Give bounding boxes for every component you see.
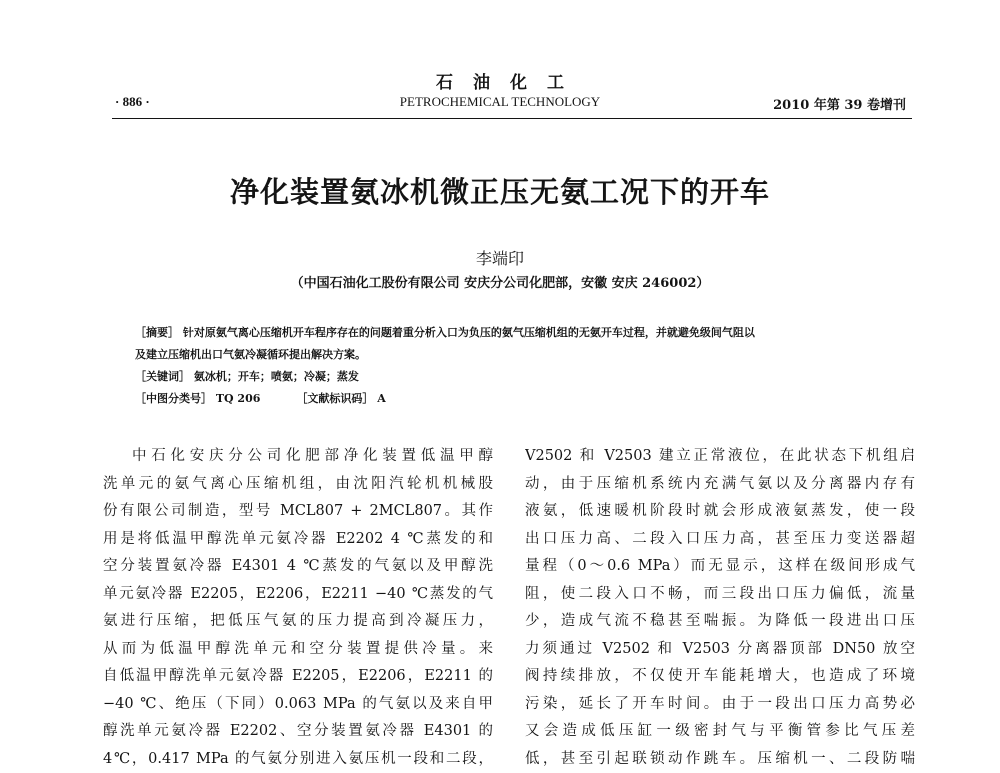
body-line: −40 ℃、绝压（下同）0.063 MPa 的气氨以及来自甲 xyxy=(103,691,493,719)
header-rule xyxy=(112,118,912,119)
body-line: 空分装置氨冷器 E4301 4 ℃蒸发的气氨以及甲醇洗 xyxy=(103,553,493,581)
body-line: 少，造成气流不稳甚至喘振。为降低一段进出口压 xyxy=(525,608,915,636)
body-line: 用是将低温甲醇洗单元氨冷器 E2202 4 ℃蒸发的和 xyxy=(103,526,493,554)
body-line: 量程（0～0.6 MPa）而无显示，这样在级间形成气 xyxy=(525,553,915,581)
abstract-line: ［摘要］ 针对原氨气离心压缩机开车程序存在的问题着重分析入口为负压的氨气压缩机组的无氨开车过程，并就避免级间气阻以 xyxy=(135,322,895,344)
classification-number: ［中图分类号］ TQ 206 xyxy=(135,392,260,405)
body-line: 阻，使二段入口不畅，而三段出口压力偏低，流量 xyxy=(525,581,915,609)
body-line: 又会造成低压缸一级密封气与平衡管参比气压差 xyxy=(525,718,915,746)
body-line: 出口压力高、二段入口压力高，甚至压力变送器超 xyxy=(525,526,915,554)
keywords: ［关键词］ 氨冰机；开车；喷氨；冷凝；蒸发 xyxy=(135,366,895,388)
body-line: 醇洗单元氨冷器 E2202、空分装置氨冷器 E4301 的 xyxy=(103,718,493,746)
body-line: 污染，延长了开车时间。由于一段出口压力高势必 xyxy=(525,691,915,719)
body-line: 4℃，0.417 MPa 的气氨分别进入氨压机一段和二段， xyxy=(103,746,493,773)
document-code: ［文献标识码］ A xyxy=(296,392,385,405)
abstract-line: 及建立压缩机出口气氨冷凝循环提出解决方案。 xyxy=(135,344,895,366)
body-column-right xyxy=(525,443,915,773)
body-line: 单元氨冷器 E2205，E2206，E2211 −40 ℃蒸发的气 xyxy=(103,581,493,609)
body-line: 自低温甲醇洗单元氨冷器 E2205，E2206，E2211 的 xyxy=(103,663,493,691)
abstract-block xyxy=(135,322,895,410)
body-column-left xyxy=(103,443,493,773)
body-line: 洗单元的氨气离心压缩机组，由沈阳汽轮机机械股 xyxy=(103,471,493,499)
journal-name-chinese: 石油化工 xyxy=(0,68,1000,93)
journal-name-english: PETROCHEMICAL TECHNOLOGY xyxy=(0,94,1000,110)
body-line: 低，甚至引起联锁动作跳车。压缩机一、二段防喘 xyxy=(525,746,915,773)
issue-label: 2010 年第 39 卷增刊 xyxy=(773,94,906,113)
classification-row xyxy=(135,388,895,410)
article-title: 净化装置氨冰机微正压无氨工况下的开车 xyxy=(0,170,1000,211)
body-line: 液氨，低速暖机阶段时就会形成液氨蒸发，使一段 xyxy=(525,498,915,526)
body-line: 从而为低温甲醇洗单元和空分装置提供冷量。来 xyxy=(103,636,493,664)
body-line: 力须通过 V2502 和 V2503 分离器顶部 DN50 放空 xyxy=(525,636,915,664)
body-line: 份有限公司制造，型号 MCL807 + 2MCL807。其作 xyxy=(103,498,493,526)
page-number: · 886 · xyxy=(115,94,150,110)
author-affiliation: （中国石油化工股份有限公司 安庆分公司化肥部，安徽 安庆 246002） xyxy=(0,272,1000,291)
body-line: 阀持续排放，不仅使开车能耗增大，也造成了环境 xyxy=(525,663,915,691)
body-line: 动，由于压缩机系统内充满气氨以及分离器内存有 xyxy=(525,471,915,499)
author-name: 李端印 xyxy=(0,246,1000,269)
body-line: 氨进行压缩，把低压气氨的压力提高到冷凝压力， xyxy=(103,608,493,636)
body-line: 中石化安庆分公司化肥部净化装置低温甲醇 xyxy=(103,443,493,471)
body-line: V2502 和 V2503 建立正常液位，在此状态下机组启 xyxy=(525,443,915,471)
